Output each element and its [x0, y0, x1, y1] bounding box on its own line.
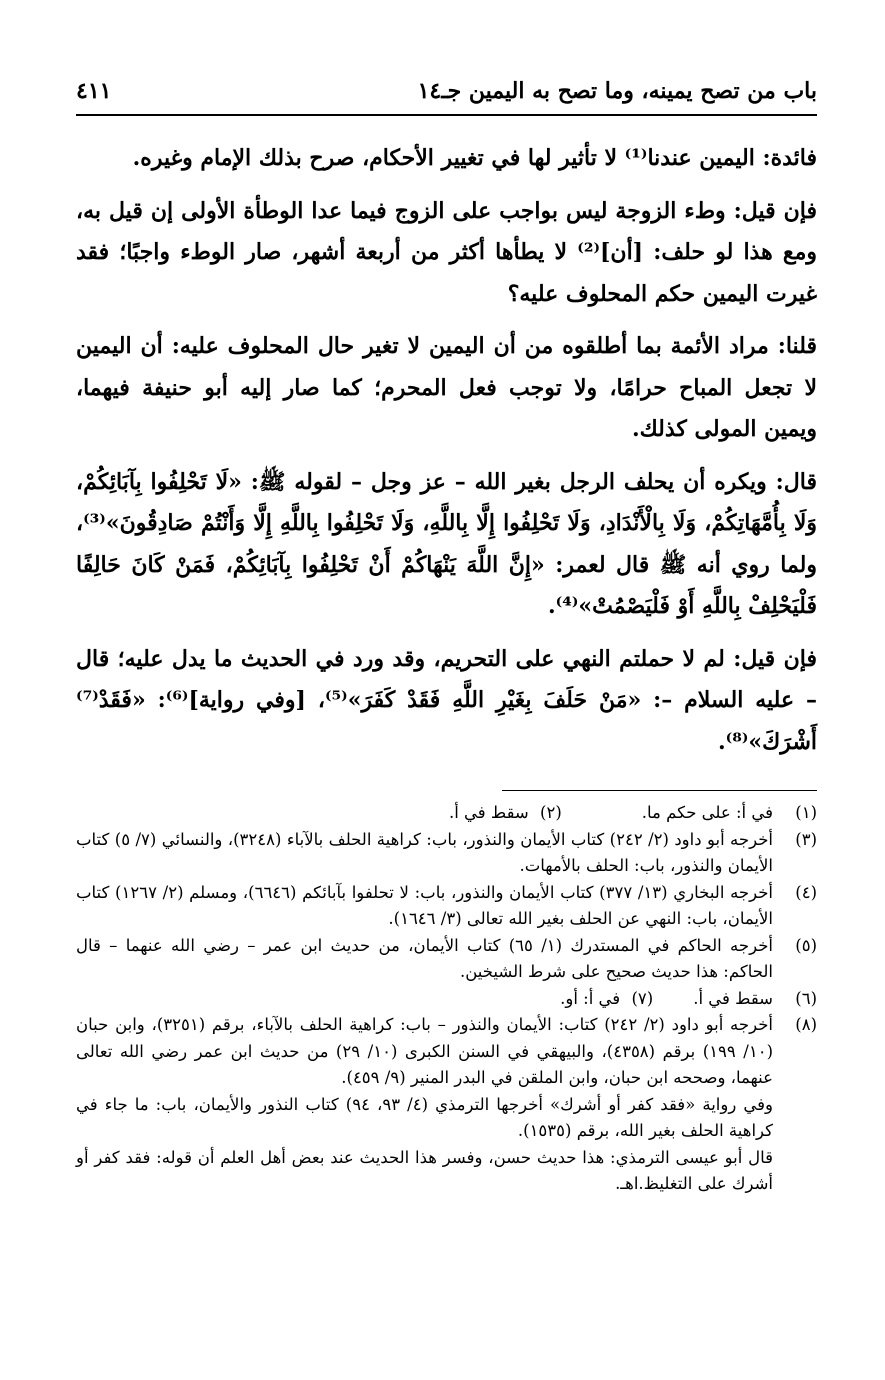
- footnote-number: (٦): [795, 988, 817, 1008]
- footnote-text: في أ: على حكم ما.: [641, 803, 773, 822]
- footnote-8-continuation: قال أبو عيسى الترمذي: هذا حديث حسن، وفسر هذا الحديث عند بعض أهل العلم أن قوله: فقد كفر أو أشرك على التغليظ.اهـ.: [76, 1147, 773, 1193]
- paragraph-reply-1: قلنا: مراد الأئمة بما أطلقوه من أن اليمين لا تغير حال المحلوف عليه: أن اليمين لا تجعل المباح حرامًا، ولا توجب فعل المحرم؛ كما صار إليه أبو حنيفة فيهما، ويمين المولى كذلك.: [76, 333, 817, 442]
- footnote-6-7: [76, 986, 817, 1013]
- footnote-number: (٨): [795, 1015, 817, 1034]
- paragraph-fayda: فائدة: اليمين عندنا⁽¹⁾ لا تأثير لها في تغيير الأحكام، صرح بذلك الإمام وغيره.: [132, 145, 817, 171]
- footnote-5: [76, 933, 817, 986]
- footnote-1-2: [76, 800, 817, 827]
- footnote-number: (١): [795, 803, 817, 822]
- footnote-text: أخرجه أبو داود (٢/ ٢٤٢) كتاب الأيمان والنذور، باب: كراهية الحلف بالآباء (٣٢٤٨)، والنسائي (٧/ ٥) كتاب الأيمان والنذور، باب: الحلف بالأمهات.: [76, 829, 773, 875]
- footnote-number: (٤): [795, 882, 817, 902]
- footnote-number: (٢): [540, 803, 562, 822]
- footnote-text: سقط في أ.: [693, 988, 773, 1008]
- footnote-number: (٥): [795, 935, 817, 955]
- footnote-4: [76, 880, 817, 933]
- page-number: ٤١١: [76, 78, 112, 104]
- footnote-text: أخرجه البخاري (١٣/ ٣٧٧) كتاب الأيمان والنذور، باب: لا تحلفوا بآبائكم (٦٦٤٦)، ومسلم (٢/ ١٢٦٧) كتاب الأيمان، باب: النهي عن الحلف بغير الله تعالى (٣/ ١٦٤٦).: [76, 882, 774, 928]
- footnote-number: (٣): [795, 829, 817, 849]
- footnote-8-continuation: وفي رواية «فقد كفر أو أشرك» أخرجها الترمذي (٤/ ٩٣، ٩٤) كتاب النذور والأيمان، باب: ما جاء في كراهية الحلف بغير الله، برقم (١٥٣٥).: [76, 1094, 773, 1140]
- footnote-text: سقط في أ.: [448, 803, 529, 822]
- paragraph-objection-2: فإن قيل: لم لا حملتم النهي على التحريم، وقد ورد في الحديث ما يدل عليه؛ قال – عليه السلام –: «مَنْ حَلَفَ بِغَيْرِ اللَّهِ فَقَدْ كَفَرَ»⁽⁵⁾، [وفي رواية]⁽⁶⁾: «فَقَدْ⁽⁷⁾ أَشْرَكَ»⁽⁸⁾.: [76, 645, 817, 755]
- footnote-text: أخرجه أبو داود (٢/ ٢٤٢) كتاب: الأيمان والنذور – باب: كراهية الحلف بالآباء، برقم (٣٢٥١)، وابن حبان (١٠/ ١٩٩) برقم (٤٣٥٨)، والبيهقي في السنن الكبرى (١٠/ ٢٩) من حديث ابن عمر رضي الله تعالى عنهما، وصححه ابن حبان، وابن الملقن في البدر المنير (٩/ ٤٥٩).: [76, 1015, 774, 1087]
- header-title: باب من تصح يمينه، وما تصح به اليمين جـ١٤: [417, 78, 817, 104]
- header-rule: [76, 114, 817, 116]
- running-header: [76, 72, 817, 110]
- footnote-number: (٧): [631, 988, 654, 1008]
- footnote-text: أخرجه الحاكم في المستدرك (١/ ٦٥) كتاب الأيمان، من حديث ابن عمر – رضي الله عنهما – قال الحاكم: هذا حديث صحيح على شرط الشيخين.: [76, 935, 773, 981]
- footnote-8: [76, 1012, 817, 1092]
- footnote-separator: [502, 790, 817, 791]
- paragraph-objection-1: فإن قيل: وطء الزوجة ليس بواجب على الزوج فيما عدا الوطأة الأولى إن قيل به، ومع هذا لو حلف: [أن]⁽²⁾ لا يطأها أكثر من أربعة أشهر، صار الوطء واجبًا؛ فقد غيرت اليمين حكم المحلوف عليه؟: [76, 197, 817, 307]
- footnote-text: في أ: أو.: [560, 988, 621, 1008]
- paragraph-hadith: قال: ويكره أن يحلف الرجل بغير الله – عز وجل – لقوله ﷺ: «لَا تَحْلِفُوا بِآبَائِكُمْ، وَلَا بِأُمَّهَاتِكُمْ، وَلَا بِالْأَنْدَادِ، وَلَا تَحْلِفُوا إِلَّا بِاللَّهِ، وَلَا تَحْلِفُوا بِاللَّهِ إِلَّا وَأَنْتُمْ صَادِقُونَ»⁽³⁾، ولما روي أنه ﷺ قال لعمر: «إِنَّ اللَّهَ يَنْهَاكُمْ أَنْ تَحْلِفُوا بِآبَائِكُمْ، فَمَنْ كَانَ حَالِفًا فَلْيَحْلِفْ بِاللَّهِ أَوْ فَلْيَصْمُتْ»⁽⁴⁾.: [76, 468, 817, 619]
- footnote-3: [76, 827, 817, 880]
- footnotes: [76, 800, 817, 1198]
- main-text: [76, 138, 817, 774]
